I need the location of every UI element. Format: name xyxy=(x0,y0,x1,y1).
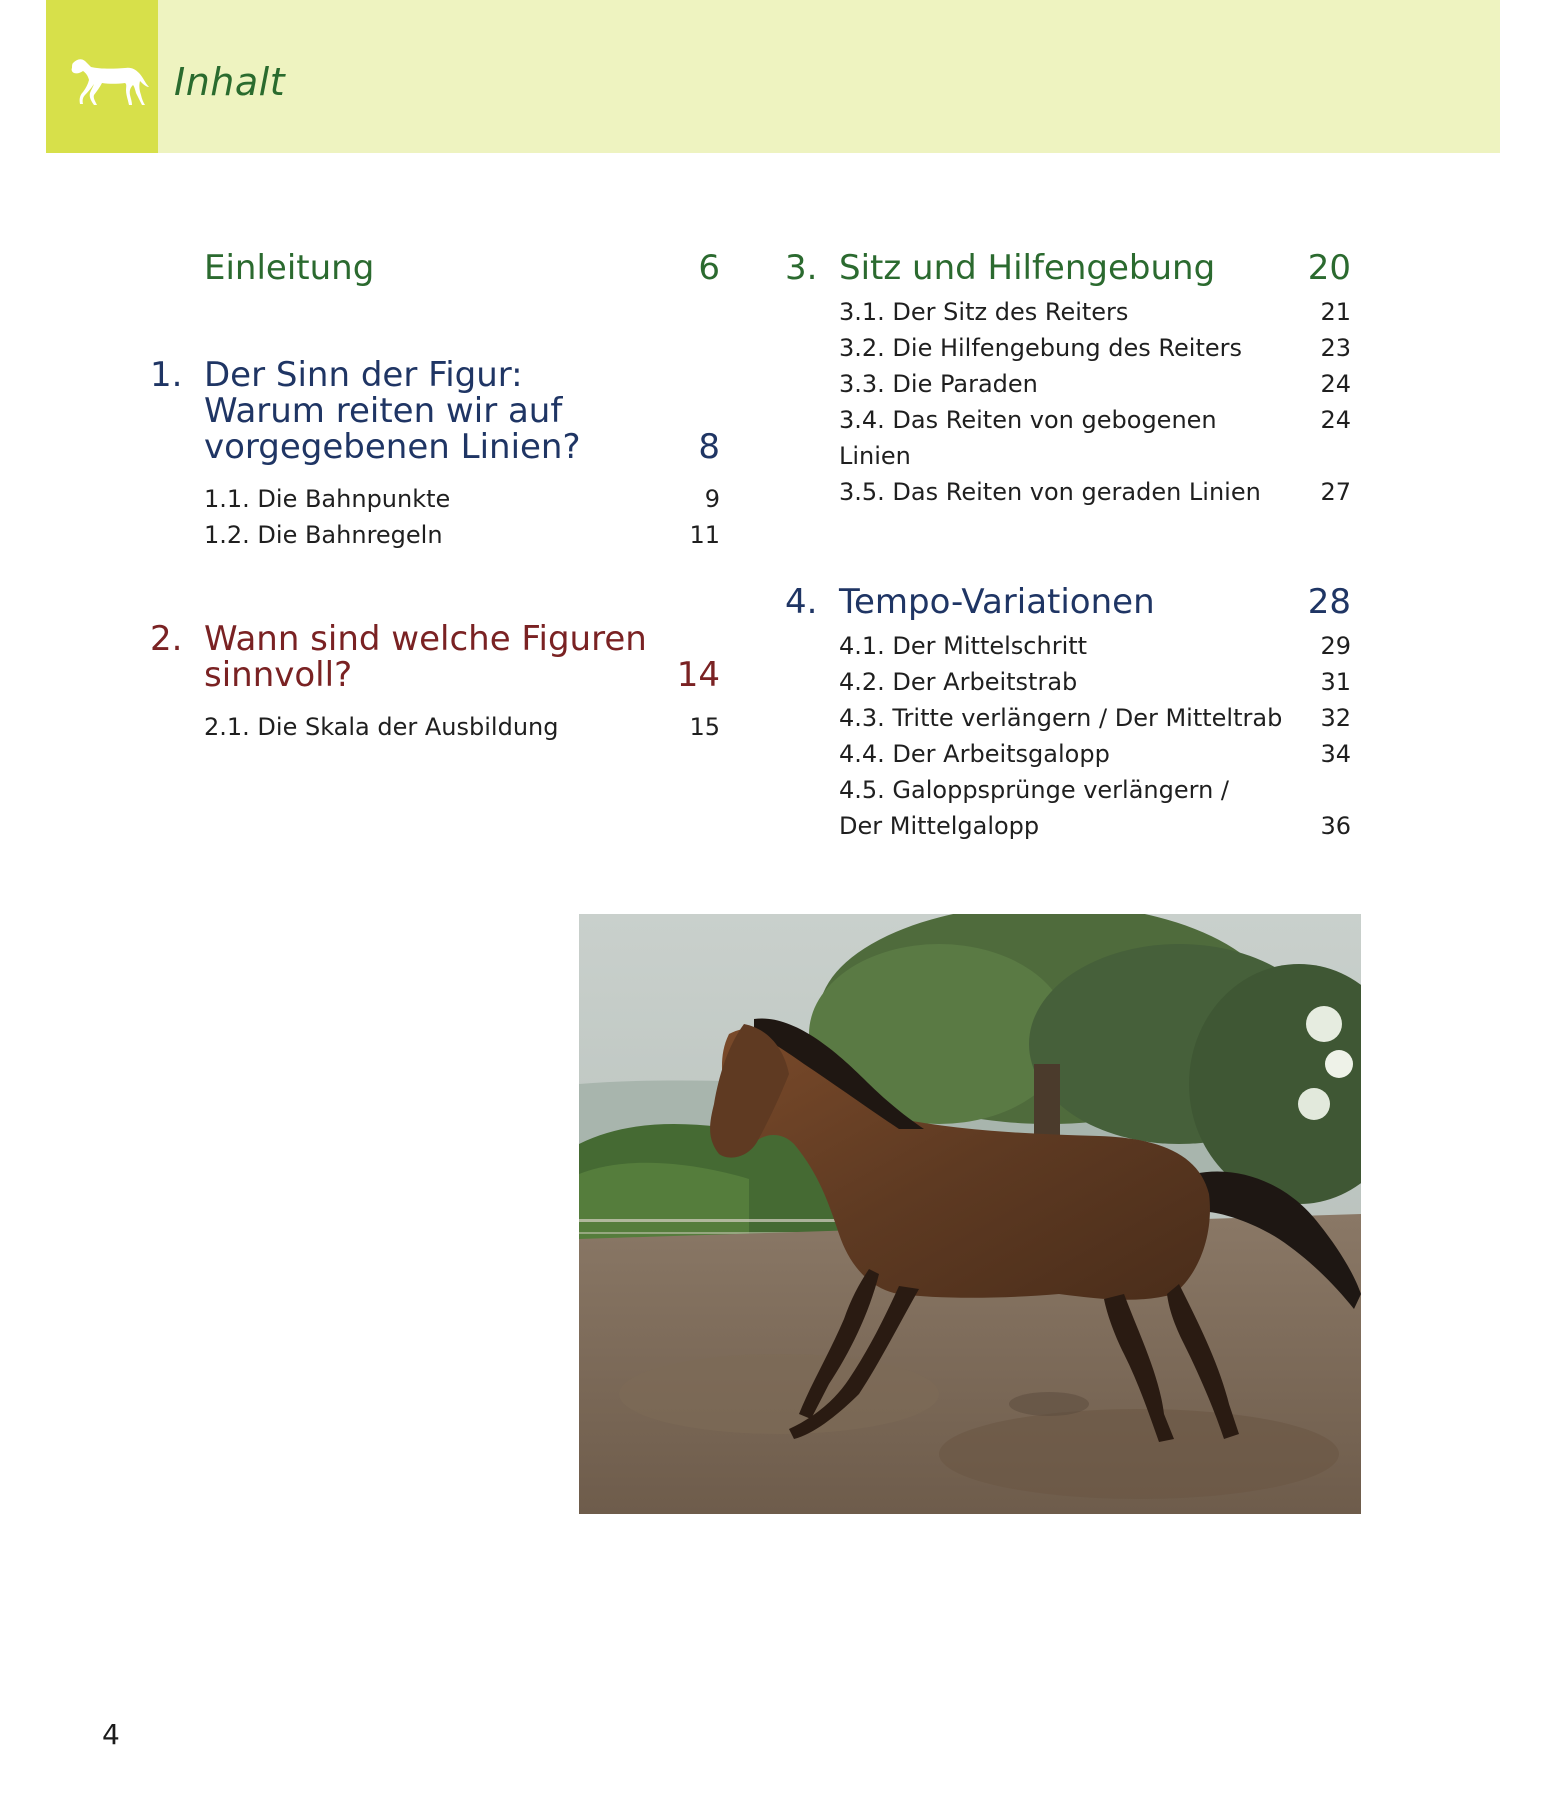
toc-column-right xyxy=(785,250,1351,844)
toc-entries xyxy=(785,628,1351,844)
section-title xyxy=(204,357,650,465)
section-number-text: 2. xyxy=(150,619,183,659)
toc-column-left xyxy=(150,250,720,745)
toc-entry[interactable] xyxy=(839,628,1351,664)
chapter-header-band xyxy=(46,0,1500,153)
section-number xyxy=(150,621,204,657)
entry-title: 2.1. Die Skala der Ausbildung xyxy=(204,713,559,741)
entry-title: 3.4. Das Reiten von gebogenen Linien xyxy=(839,406,1217,470)
section-title-line: Einleitung xyxy=(204,248,375,288)
horse-photo xyxy=(579,914,1361,1514)
section-number-text: 1. xyxy=(150,355,183,395)
section-number: 4. xyxy=(785,582,818,622)
entry-page: 23 xyxy=(1320,334,1351,362)
section-title-line: Wann sind welche Figuren xyxy=(204,619,647,659)
section-page: 28 xyxy=(1307,582,1351,622)
horse-icon xyxy=(69,55,151,107)
toc-section-1 xyxy=(150,357,720,553)
section-title-line: Warum reiten wir auf xyxy=(204,391,563,431)
toc-entries xyxy=(785,294,1351,510)
toc-entry[interactable] xyxy=(839,402,1351,474)
toc-entry[interactable] xyxy=(839,808,1351,844)
entry-page: 29 xyxy=(1320,632,1351,660)
entry-title: 4.2. Der Arbeitstrab xyxy=(839,668,1078,696)
section-title-line: vorgegebenen Linien? xyxy=(204,427,581,467)
toc-section-intro xyxy=(150,250,720,286)
toc-entry[interactable] xyxy=(839,664,1351,700)
toc-entries xyxy=(150,709,720,745)
section-page: 20 xyxy=(1307,248,1351,288)
section-page: 6 xyxy=(698,248,720,288)
toc-section-3 xyxy=(785,250,1351,510)
section-title-line: Tempo-Variationen xyxy=(839,582,1155,622)
section-page: 8 xyxy=(698,427,720,467)
entry-page: 11 xyxy=(689,521,720,549)
entry-page: 36 xyxy=(1320,812,1351,840)
entry-title: 4.4. Der Arbeitsgalopp xyxy=(839,740,1110,768)
entry-title: 4.1. Der Mittelschritt xyxy=(839,632,1088,660)
entry-title: 1.1. Die Bahnpunkte xyxy=(204,485,451,513)
entry-page: 24 xyxy=(1320,406,1351,434)
header-tab xyxy=(46,0,158,153)
entry-title: 3.3. Die Paraden xyxy=(839,370,1038,398)
entry-page: 15 xyxy=(689,713,720,741)
section-title-line: Der Sinn der Figur: xyxy=(204,355,523,395)
section-number: 3. xyxy=(785,248,818,288)
section-title-line: Sitz und Hilfengebung xyxy=(839,248,1216,288)
toc-entry[interactable] xyxy=(839,294,1351,330)
section-title xyxy=(839,250,1281,286)
entry-page: 31 xyxy=(1320,668,1351,696)
section-title-line: sinnvoll? xyxy=(204,655,353,695)
page-title: Inhalt xyxy=(174,60,286,104)
entry-page: 24 xyxy=(1320,370,1351,398)
section-title xyxy=(204,250,650,286)
toc-entry[interactable] xyxy=(839,700,1351,736)
horse-illustration xyxy=(579,914,1361,1514)
section-title xyxy=(839,584,1281,620)
entry-page: 32 xyxy=(1320,704,1351,732)
section-page: 14 xyxy=(676,655,720,695)
entry-title: 4.5. Galoppsprünge verlängern / xyxy=(839,776,1229,804)
entry-page: 34 xyxy=(1320,740,1351,768)
entry-page: 27 xyxy=(1320,478,1351,506)
toc-entry[interactable] xyxy=(839,736,1351,772)
section-title xyxy=(204,621,650,693)
toc-section-4 xyxy=(785,584,1351,844)
toc-section-2 xyxy=(150,621,720,745)
entry-title: 3.1. Der Sitz des Reiters xyxy=(839,298,1129,326)
toc-entry[interactable] xyxy=(204,481,720,517)
toc-entry[interactable] xyxy=(839,330,1351,366)
entry-title: 4.3. Tritte verlängern / Der Mitteltrab xyxy=(839,704,1283,732)
entry-title: 3.5. Das Reiten von geraden Linien xyxy=(839,478,1261,506)
toc-entry[interactable] xyxy=(839,772,1351,808)
entry-title: 1.2. Die Bahnregeln xyxy=(204,521,443,549)
toc-entry[interactable] xyxy=(204,709,720,745)
toc-entry[interactable] xyxy=(204,517,720,553)
entry-page: 9 xyxy=(704,485,720,513)
toc-entry[interactable] xyxy=(839,366,1351,402)
page-number: 4 xyxy=(102,1718,120,1751)
toc-entries xyxy=(150,481,720,553)
entry-title: Der Mittelgalopp xyxy=(839,812,1040,840)
entry-page xyxy=(1291,772,1351,808)
entry-page: 21 xyxy=(1320,298,1351,326)
toc-entry[interactable] xyxy=(839,474,1351,510)
entry-title: 3.2. Die Hilfengebung des Reiters xyxy=(839,334,1243,362)
section-number xyxy=(150,357,204,393)
